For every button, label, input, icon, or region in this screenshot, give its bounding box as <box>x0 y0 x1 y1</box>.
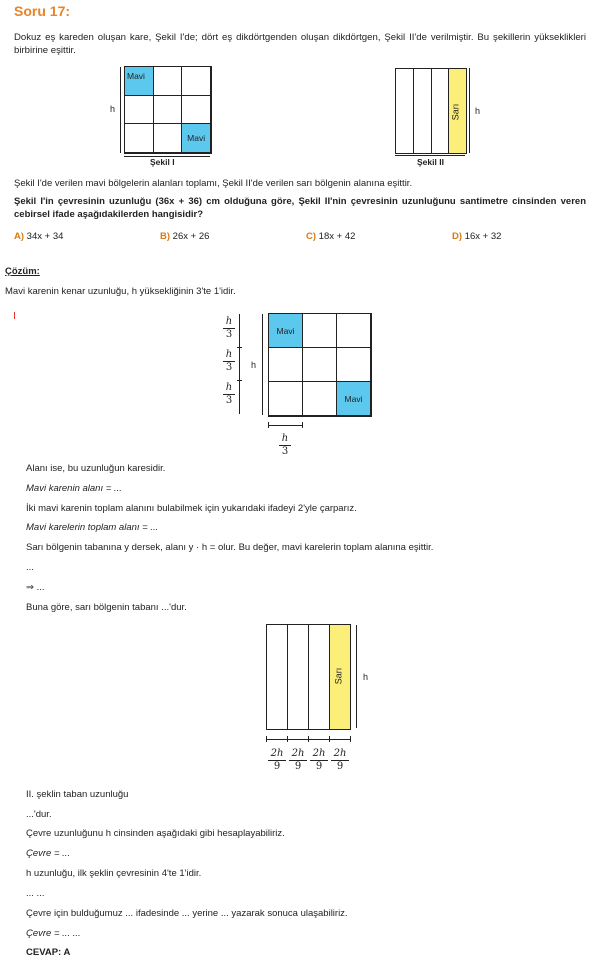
grid-cell <box>302 381 337 416</box>
frac-2h-over-9: 2h 9 <box>310 748 328 773</box>
yellow-label: Sarı <box>450 103 461 121</box>
option-d[interactable]: D) 16x + 32 <box>452 231 502 242</box>
base-tick <box>308 736 309 742</box>
frac-h-over-3-row2: h 3 <box>223 349 235 374</box>
solution-fig2-h-label: h <box>363 672 369 682</box>
frac-2h-over-9: 2h 9 <box>289 748 307 773</box>
grid-cell <box>302 313 337 348</box>
figure-1-grid <box>124 66 212 154</box>
blue-cell-bottom-right: Mavi <box>336 381 371 416</box>
base-tick <box>302 422 303 428</box>
solution-line-8: ⇒ ... <box>26 582 45 593</box>
grid-cell <box>336 347 371 382</box>
blue-cell-bottom-right: Mavi <box>181 123 211 153</box>
frac-h-over-3-row1: h 3 <box>223 316 235 341</box>
figure-1-height-label: h <box>110 104 116 114</box>
grid-cell <box>153 66 183 96</box>
question-title: Soru 17: <box>14 3 71 19</box>
figure-1 <box>110 66 220 166</box>
frac-h-over-3-row3: h 3 <box>223 382 235 407</box>
grid-cell <box>181 95 211 125</box>
segment-line <box>239 314 240 414</box>
solution-line-14: h uzunluğu, ilk şeklin çevresinin 4'te 1'idir. <box>26 868 202 879</box>
segment-tick <box>237 347 242 348</box>
figure-1-height-line <box>120 67 121 153</box>
question-ask: Şekil I'in çevresinin uzunluğu (36x + 36) cm olduğuna göre, Şekil II'nin çevresinin uzunluğunu santimetre cinsinden veren cebirsel ifade aşağıdakilerden hangisidir? <box>14 196 586 220</box>
frac-2h-over-9: 2h 9 <box>331 748 349 773</box>
grid-cell <box>153 95 183 125</box>
strip <box>432 69 450 153</box>
option-c[interactable]: C) 18x + 42 <box>306 231 356 242</box>
base-tick <box>266 736 267 742</box>
frac-h-over-3-base: h 3 <box>279 433 291 458</box>
figure-1-label: Şekil I <box>150 157 175 167</box>
grid-cell <box>302 347 337 382</box>
solution-line-2: Alanı ise, bu uzunluğun karesidir. <box>26 463 166 474</box>
grid-cell <box>181 66 211 96</box>
yellow-strip <box>449 69 466 153</box>
strip <box>267 625 288 729</box>
base-tick <box>329 736 330 742</box>
strip <box>288 625 309 729</box>
question-intro: Dokuz eş kareden oluşan kare, Şekil I'de; dört eş dikdörtgenden oluşan dikdörtgen, Şekil II'de verilmiştir. Bu şekillerin yükseklikleri birbirine eşittir. <box>14 32 586 56</box>
yellow-label: Sarı <box>333 667 344 685</box>
solution-line-1: Mavi karenin kenar uzunluğu, h yüksekliğinin 3'te 1'idir. <box>5 286 236 297</box>
grid-cell <box>153 123 183 153</box>
grid-cell <box>268 381 303 416</box>
solution-line-10: II. şeklin taban uzunluğu <box>26 789 129 800</box>
grid-cell <box>124 123 154 153</box>
solution-figure-1 <box>220 312 380 462</box>
blue-cell-top-left: Mavi <box>268 313 303 348</box>
solution-grid <box>268 313 372 417</box>
segment-tick <box>237 380 242 381</box>
blue-cell-top-left: Mavi <box>124 66 154 96</box>
solution-figure-2 <box>266 624 386 784</box>
grid-cell <box>268 347 303 382</box>
solution-line-12: Çevre uzunluğunu h cinsinden aşağıdaki gibi hesaplayabiliriz. <box>26 828 285 839</box>
frac-2h-over-9: 2h 9 <box>268 748 286 773</box>
base-tick <box>287 736 288 742</box>
solution-line-4: İki mavi karenin toplam alanını bulabilmek için yukarıdaki ifadeyi 2'yle çarparız. <box>26 503 357 514</box>
base-measure-line <box>268 425 302 426</box>
red-mark <box>14 312 15 319</box>
option-b[interactable]: B) 26x + 26 <box>160 231 210 242</box>
figure-2 <box>395 68 495 168</box>
solution-line-13: Çevre = ... <box>26 848 71 859</box>
base-tick <box>268 422 269 428</box>
figure-2-strips <box>395 68 467 154</box>
grid-cell <box>124 95 154 125</box>
solution-line-16: Çevre için bulduğumuz ... ifadesinde ... yerine ... yazarak sonuca ulaşabiliriz. <box>26 908 348 919</box>
base-tick <box>350 736 351 742</box>
solution-fig1-h-label: h <box>251 360 257 370</box>
solution-heading: Çözüm: <box>5 266 40 277</box>
solution-strips <box>266 624 351 730</box>
figure-2-label: Şekil II <box>417 157 444 167</box>
height-line <box>356 625 357 728</box>
grid-cell <box>336 313 371 348</box>
height-line <box>262 314 263 415</box>
strip <box>414 69 432 153</box>
figure-2-height-line <box>469 68 470 153</box>
solution-line-17: Çevre = ... ... <box>26 928 81 939</box>
solution-line-5: Mavi karelerin toplam alanı = ... <box>26 522 159 533</box>
solution-line-6: Sarı bölgenin tabanına y dersek, alanı y · h = olur. Bu değer, mavi karelerin toplam alanına eşittir. <box>26 542 434 553</box>
figure-2-base-line <box>395 155 465 156</box>
solution-line-15: ... ... <box>26 888 45 899</box>
yellow-strip <box>330 625 350 729</box>
solution-line-3: Mavi karenin alanı = ... <box>26 483 122 494</box>
strip <box>396 69 414 153</box>
solution-line-9: Buna göre, sarı bölgenin tabanı ...'dur. <box>26 602 187 613</box>
question-statement: Şekil I'de verilen mavi bölgelerin alanları toplamı, Şekil II'de verilen sarı bölgenin alanına eşittir. <box>14 178 413 189</box>
strip <box>309 625 330 729</box>
option-a[interactable]: A) 34x + 34 <box>14 231 64 242</box>
figure-2-height-label: h <box>475 106 481 116</box>
answer: CEVAP: A <box>26 947 71 958</box>
solution-line-7: ... <box>26 562 34 573</box>
solution-line-11: ...'dur. <box>26 809 52 820</box>
